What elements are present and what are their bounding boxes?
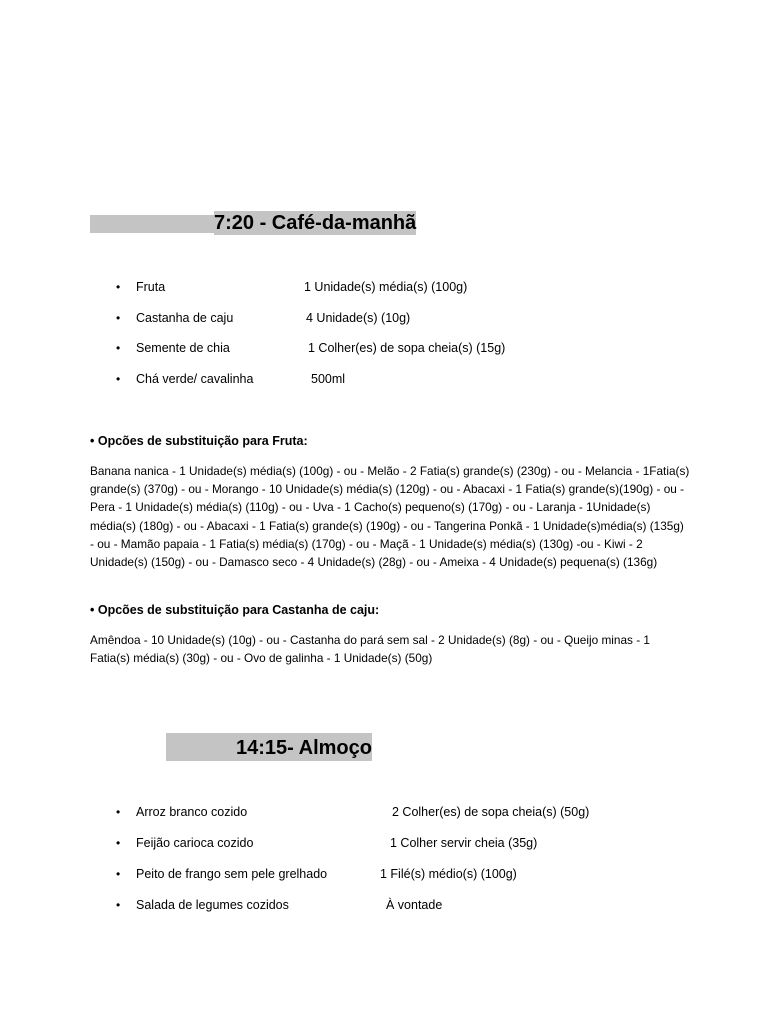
food-name: Castanha de caju bbox=[136, 311, 234, 325]
subs-castanha-title: • Opcões de substituição para Castanha de caju: bbox=[90, 603, 380, 617]
breakfast-title: 7:20 - Café-da-manhã bbox=[214, 212, 417, 234]
food-amount: 500ml bbox=[311, 372, 346, 386]
food-amount: À vontade bbox=[386, 898, 443, 912]
bullet: • bbox=[116, 836, 121, 850]
food-name: Fruta bbox=[136, 280, 166, 294]
food-name: Peito de frango sem pele grelhado bbox=[136, 867, 328, 881]
bullet: • bbox=[116, 280, 121, 294]
subs-fruta-title: • Opcões de substituição para Fruta: bbox=[90, 434, 308, 448]
bullet: • bbox=[116, 311, 121, 325]
food-amount: 2 Colher(es) de sopa cheia(s) (50g) bbox=[392, 805, 590, 819]
food-name: Feijão carioca cozido bbox=[136, 836, 254, 850]
bullet: • bbox=[116, 898, 121, 912]
subs-fruta-text: Banana nanica - 1 Unidade(s) média(s) (100g) - ou - Melão - 2 Fatia(s) grande(s) (230g) - ou - Melancia - 1Fatia(s) grande(s) (370g) - ou - Morango - 10 Unidade(s) média(s) (120g) - ou - Abacaxi - 1 Fatia(s) grande(s)(190g) - ou - Pera - 1 Unidade(s) média(s) (110g) - ou - Uva - 1 Cacho(s) pequeno(s) (170g) - ou - Laranja - 1Unidade(s) média(s) (180g) - ou - Abacaxi - 1 Fatia(s) grande(s) (190g) - ou - Tangerina Ponkã - 1 Unidade(s)média(s) (135g) - ou - Mamão papaia - 1 Fatia(s) média(s) (170g) - ou - Maçã - 1 Unidade(s) média(s) (130g) -ou - Kiwi - 2 Unidade(s) (150g) - ou - Damasco seco - 4 Unidade(s) (28g) - ou - Ameixa - 4 Unidade(s) pequena(s) (136g) bbox=[90, 464, 690, 570]
bullet: • bbox=[116, 867, 121, 881]
subs-castanha-text: Amêndoa - 10 Unidade(s) (10g) - ou - Castanha do pará sem sal - 2 Unidade(s) (8g) - ou - Queijo minas - 1 Fatia(s) média(s) (30g) - ou - Ovo de galinha - 1 Unidade(s) (50g) bbox=[90, 633, 650, 666]
food-amount: 1 Colher(es) de sopa cheia(s) (15g) bbox=[308, 341, 506, 355]
food-name: Chá verde/ cavalinha bbox=[136, 372, 254, 386]
food-name: Semente de chia bbox=[136, 341, 230, 355]
food-amount: 1 Colher servir cheia (35g) bbox=[390, 836, 538, 850]
lunch-title: 14:15- Almoço bbox=[236, 737, 372, 759]
food-name: Salada de legumes cozidos bbox=[136, 898, 289, 912]
bullet: • bbox=[116, 372, 121, 386]
food-amount: 4 Unidade(s) (10g) bbox=[306, 311, 411, 325]
bullet: • bbox=[116, 341, 121, 355]
food-amount: 1 Unidade(s) média(s) (100g) bbox=[304, 280, 468, 294]
bullet: • bbox=[116, 805, 121, 819]
food-name: Arroz branco cozido bbox=[136, 805, 248, 819]
food-amount: 1 Filé(s) médio(s) (100g) bbox=[380, 867, 517, 881]
